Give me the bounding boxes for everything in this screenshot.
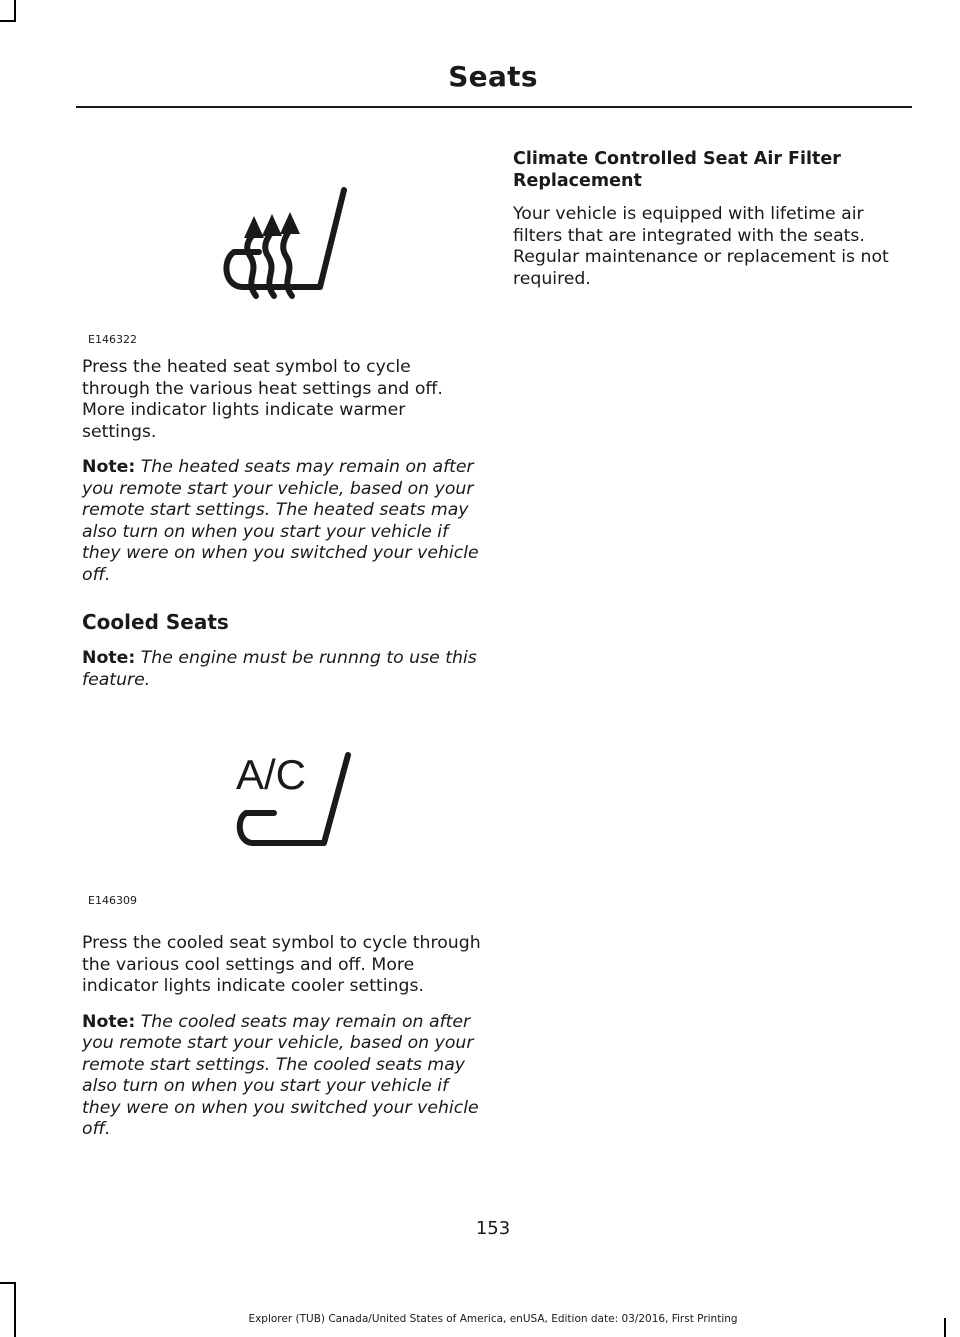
- air-filter-text: Your vehicle is equipped with lifetime air filters that are integrated with the seats. Regular maintenance or replacement is not required.: [513, 204, 889, 289]
- heated-seat-figure: [82, 150, 474, 350]
- left-column: [82, 150, 482, 1141]
- note-label: Note:: [82, 1011, 136, 1032]
- crop-mark: [14, 0, 16, 22]
- note-text: The heated seats may remain on after you remote start your vehicle, based on your remote start settings. The heated seats may also turn on when you start your vehicle if they were on when you switched your vehicle off.: [82, 457, 479, 585]
- page-title: Seats: [448, 60, 538, 93]
- cooled-seat-icon: [232, 749, 362, 861]
- footer-text: Explorer (TUB) Canada/United States of America, enUSA, Edition date: 03/2016, First Printing: [248, 1313, 738, 1325]
- cooled-seat-icon-label: A/C: [236, 751, 307, 798]
- figure-id: E146322: [88, 333, 137, 346]
- crop-mark: [0, 20, 16, 22]
- cooled-seat-note-2: [82, 1012, 482, 1141]
- note-text: The cooled seats may remain on after you remote start your vehicle, based on your remote start settings. The cooled seats may also turn on when you start your vehicle if they were on when you switched your vehicle off.: [82, 1011, 479, 1139]
- heated-seat-icon: [214, 182, 354, 302]
- cooled-seats-heading: Cooled Seats: [82, 610, 229, 634]
- note-label: Note:: [82, 648, 136, 668]
- cooled-seat-figure: [82, 711, 474, 911]
- crop-mark: [0, 1282, 16, 1284]
- heated-seat-note: [82, 457, 482, 586]
- cooled-seat-note-1: [82, 648, 482, 691]
- heated-seat-text: Press the heated seat symbol to cycle through the various heat settings and off. More indicator lights indicate warmer settings.: [82, 357, 443, 442]
- page-number: 153: [475, 1218, 511, 1239]
- crop-mark: [14, 1282, 16, 1337]
- note-text: The engine must be runnng to use this feature.: [82, 648, 477, 690]
- figure-id: E146309: [88, 894, 137, 907]
- air-filter-heading: Climate Controlled Seat Air Filter Replacement: [513, 149, 841, 191]
- header-divider: [76, 106, 912, 108]
- cooled-seat-text: Press the cooled seat symbol to cycle through the various cool settings and off. More indicator lights indicate cooler settings.: [82, 933, 481, 996]
- note-label: Note:: [82, 457, 136, 477]
- right-column: [513, 148, 913, 290]
